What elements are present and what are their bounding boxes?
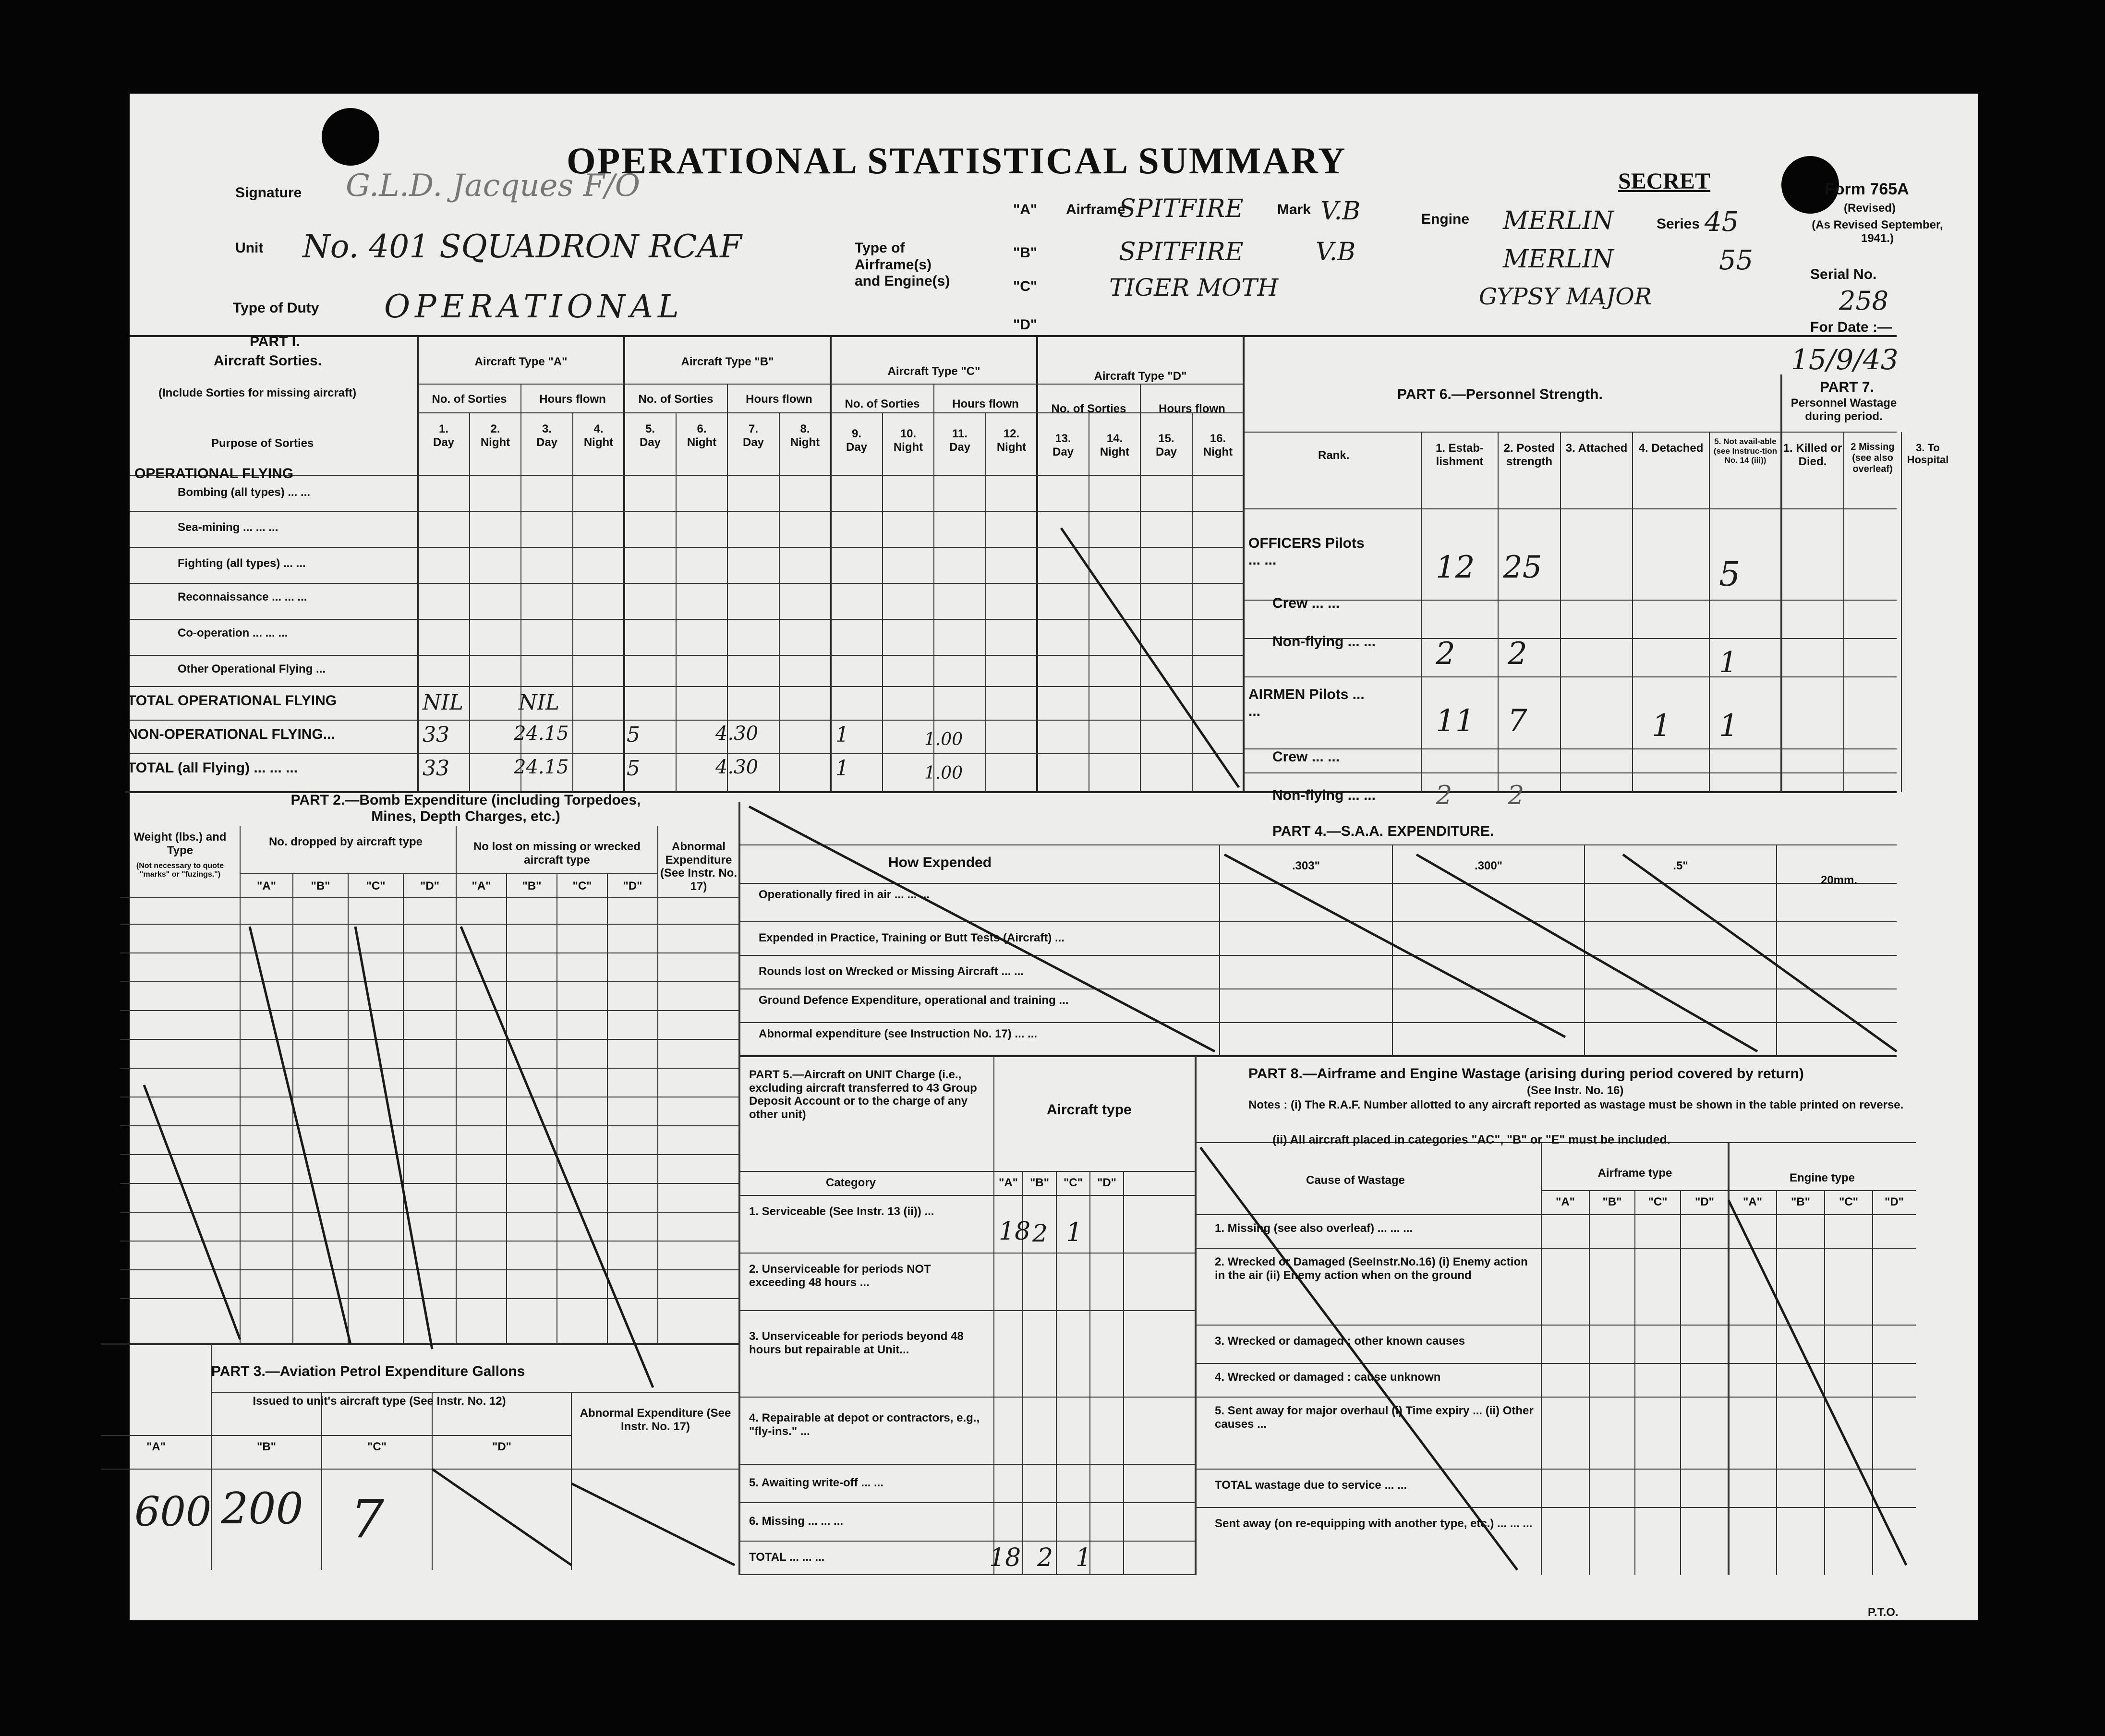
p2-lost-b: "B" [522,880,542,892]
total-c-sorties: 1 [835,756,849,781]
col-word: Day [433,435,455,449]
c-hours-label: Hours flown [952,398,1019,410]
part8-instr: (See Instr. No. 16) [1527,1084,1624,1097]
calibre-303: .303" [1292,859,1320,872]
b-hours-label: Hours flown [746,393,812,406]
type-d-key: "D" [1013,317,1038,333]
p5-row-unserv-48: 2. Unserviceable for periods NOT exceeding 48 hours ... [749,1263,931,1289]
col-word: Night [1100,445,1130,458]
col-word: Night [687,435,717,449]
p5-total-c: 1 [1076,1543,1092,1572]
p5-col-b: "B" [1029,1176,1050,1189]
p5-col-a: "A" [998,1176,1018,1189]
serial-value: 258 [1839,286,1889,316]
for-date-value: 15/9/43 [1791,343,1899,376]
type-c-engine: GYPSY MAJOR [1479,283,1652,310]
issued-label: Issued to unit's aircraft type (See Instr. No. 12) [253,1395,506,1408]
airframe-engine-label: Type of Airframe(s) and Engine(s) [855,240,950,289]
col-no: 15. [1158,432,1174,445]
p5-serv-a: 18 [999,1217,1031,1246]
col-word: Night [1203,445,1233,458]
p8-row-cause-unknown: 4. Wrecked or damaged : cause unknown [1215,1371,1441,1384]
p2-dropped-d: "D" [420,880,440,892]
p8-row-total: TOTAL wastage due to service ... ... [1215,1479,1407,1492]
p8-eng-d: "D" [1884,1195,1904,1208]
col-no: 9. [851,427,861,440]
nonop-b-hours: 4.30 [715,723,759,745]
type-b-engine: MERLIN [1503,245,1614,274]
part2-abnormal-label: Abnormal Expenditure (See Instr. No. 17) [660,840,738,893]
part8-heading: PART 8.—Airframe and Engine Wastage (arising during period covered by return) [1248,1066,1804,1082]
category-label: Category [826,1176,876,1189]
col-no: 11. [952,427,968,440]
p3-col-c: "C" [367,1440,387,1453]
col-no: 14. [1106,432,1123,445]
type-c-key: "C" [1013,278,1038,294]
part6-heading: PART 6.—Personnel Strength. [1397,386,1603,402]
p8-eng-c: "C" [1839,1195,1859,1208]
part1-subheading: Aircraft Sorties. [214,353,322,369]
type-b-key: "B" [1013,245,1038,261]
nonop-a-hours: 24.15 [514,723,569,745]
p2-lost-c: "C" [572,880,592,892]
p3-col-a: "A" [146,1440,166,1453]
part3-heading: PART 3.—Aviation Petrol Expenditure Gallons [211,1363,525,1379]
officers-crew-label: Crew ... ... [1272,595,1340,611]
nonop-c-sorties: 1 [835,723,849,747]
s-a-a-row-1: Operationally fired in air ... ... ... [759,888,930,901]
type-a-mark: V.B [1320,197,1361,226]
airmen-crew-label: Crew ... ... [1272,749,1340,765]
p5-col-c: "C" [1063,1176,1083,1189]
off-nf-posted: 2 [1508,636,1527,672]
page-title: OPERATIONAL STATISTICAL SUMMARY [567,140,1347,181]
duty-label: Type of Duty [233,300,319,316]
calibre-20mm: 20mm. [1820,874,1858,887]
total-op-a-day: NIL [423,690,464,715]
p3-value-c: 7 [351,1488,384,1550]
row-other-operational: Other Operational Flying ... [178,663,326,675]
p8-eng-a: "A" [1742,1195,1763,1208]
col-word: Day [742,435,764,449]
cause-label: Cause of Wastage [1306,1174,1405,1187]
col-word: Night [893,440,923,454]
off-pilots-na: 5 [1719,555,1741,594]
col-word: Day [536,435,558,449]
airframe-type-label: Airframe type [1597,1167,1672,1180]
p5-row-write-off: 5. Awaiting write-off ... ... [749,1476,884,1489]
type-b-header: Aircraft Type "B" [681,355,774,368]
air-pilots-posted: 7 [1508,703,1527,739]
part8-note-1: Notes : (i) The R.A.F. Number allotted to any aircraft reported as wastage must be shown in the table printed on reverse. [1248,1098,1904,1111]
p8-row-other-causes: 3. Wrecked or damaged : other known causes [1215,1335,1465,1348]
s-a-a-row-2: Expended in Practice, Training or Butt Tests (Aircraft) ... [759,931,1065,944]
type-a-key: "A" [1013,202,1038,217]
dropped-label: No. dropped by aircraft type [268,835,423,848]
p5-row-serviceable: 1. Serviceable (See Instr. 13 (ii)) ... [749,1205,934,1218]
off-nf-est: 2 [1436,636,1455,672]
col-posted-strength: 2. Posted strength [1503,442,1555,468]
p3-value-a: 600 [134,1488,212,1535]
type-a-engine: MERLIN [1503,206,1614,235]
officers-nonflying-label: Non-flying ... ... [1272,634,1376,650]
p3-value-b: 200 [221,1483,303,1534]
p5-row-total: TOTAL ... ... ... [749,1551,825,1564]
s-a-a-row-4: Ground Defence Expenditure, operational and training ... [759,994,1069,1007]
row-bombing: Bombing (all types) ... ... [178,486,311,499]
col-word: Day [949,440,971,454]
type-b-mark: V.B [1316,238,1356,266]
type-a-series: 45 [1705,206,1739,238]
officers-pilots-label: OFFICERS Pilots ... ... [1248,535,1365,568]
p5-total-b: 2 [1037,1543,1053,1572]
p5-serv-b: 2 [1032,1219,1048,1247]
p2-dropped-c: "C" [366,880,386,892]
purpose-label: Purpose of Sorties [211,437,314,450]
weight-label: Weight (lbs.) and Type [133,831,227,857]
off-pilots-est: 12 [1436,550,1475,585]
air-pilots-est: 11 [1436,703,1475,739]
rank-label: Rank. [1318,449,1350,462]
serial-label: Serial No. [1810,266,1877,282]
col-word: Day [846,440,868,454]
part8-note-2: (ii) All aircraft placed in categories "AC", "B" or "E" must be included. [1272,1133,1670,1146]
row-fighting: Fighting (all types) ... ... [178,557,306,570]
col-establishment: 1. Estab-lishment [1435,442,1484,468]
col-attached: 3. Attached [1565,442,1628,455]
secret-stamp: SECRET [1618,169,1711,194]
part5-heading: PART 5.—Aircraft on UNIT Charge (i.e., excluding aircraft transferred to 43 Group Deposit Account or to the charge of any other unit) [749,1068,977,1121]
weight-note: (Not necessary to quote "marks" or "fuzings.") [136,862,224,879]
p5-serv-c: 1 [1066,1217,1083,1247]
total-b-hours: 4.30 [715,756,759,778]
p3-col-d: "D" [492,1440,512,1453]
off-nf-na: 1 [1719,646,1738,679]
calibre-300: .300" [1474,859,1503,872]
type-a-header: Aircraft Type "A" [474,355,568,368]
p3-col-b: "B" [256,1440,277,1453]
type-b-series: 55 [1719,245,1754,276]
row-total-all: TOTAL (all Flying) ... ... ... [127,760,298,776]
calibre-5: .5" [1673,859,1688,872]
form-number: Form 765A [1825,180,1909,198]
airframe-col-label: Airframe [1066,202,1125,217]
total-a-hours: 24.15 [514,756,569,778]
col-no: 1. [438,422,448,435]
col-not-available: 5. Not avail-able (see Instruc-tion No. 14 (iii)) [1713,437,1778,465]
unit-value: No. 401 SQUADRON RCAF [302,228,742,265]
engine-type-label: Engine type [1789,1171,1855,1184]
signature-value: G.L.D. Jacques F/O [346,168,641,204]
type-c-header: Aircraft Type "C" [887,365,980,378]
off-pilots-posted: 25 [1503,550,1542,585]
col-no: 3. [542,422,552,435]
type-b-airframe: SPITFIRE [1119,238,1244,266]
a-hours-label: Hours flown [539,393,606,406]
p2-dropped-b: "B" [311,880,330,892]
s-a-a-row-5: Abnormal expenditure (see Instruction No. 17) ... ... [759,1027,1038,1040]
p8-af-a: "A" [1555,1195,1575,1208]
col-word: Day [639,435,661,449]
col-no: 8. [800,422,810,435]
form-revised: (Revised) [1844,202,1896,215]
air-nf-est: 2 [1436,780,1452,810]
lost-label: No lost on missing or wrecked aircraft type [473,840,641,867]
b-sorties-label: No. of Sorties [638,393,714,406]
p8-row-wrecked-enemy: 2. Wrecked or Damaged (SeeInstr.No.16) (i) Enemy action in the air (ii) Enemy action when on the ground [1215,1255,1528,1282]
total-a-sorties: 33 [423,756,449,781]
col-killed: 1. Killed or Died. [1783,442,1842,468]
type-d-header: Aircraft Type "D" [1094,370,1187,383]
p5-row-repairable: 4. Repairable at depot or contractors, e.g., "fly-ins." ... [749,1411,980,1438]
nonop-c-hours: 1.00 [924,730,963,749]
col-no: 16. [1210,432,1226,445]
mark-col-label: Mark [1277,202,1311,217]
total-b-sorties: 5 [627,756,640,781]
p5-total-a: 18 [989,1543,1021,1572]
for-date-label: For Date :— [1810,319,1892,335]
p3-abnormal-label: Abnormal Expenditure (See Instr. No. 17) [580,1407,731,1433]
p8-row-re-equipping: Sent away (on re-equipping with another type, etc.) ... ... ... [1215,1517,1533,1530]
col-no: 2. [490,422,500,435]
col-word: Night [480,435,510,449]
col-no: 4. [593,422,604,435]
part7-subheading: Personnel Wastage during period. [1790,397,1897,423]
col-word: Night [996,440,1027,454]
col-no: 6. [697,422,707,435]
col-word: Day [1052,445,1074,458]
nonop-b-sorties: 5 [627,723,640,747]
total-c-hours: 1.00 [924,763,963,783]
d-sorties-label: No. of Sorties [1051,402,1126,415]
s-a-a-row-3: Rounds lost on Wrecked or Missing Aircraft ... ... [759,965,1024,978]
p2-dropped-a: "A" [256,880,277,892]
air-pilots-det: 1 [1652,708,1671,744]
type-a-airframe: SPITFIRE [1119,194,1244,223]
col-word: Night [790,435,820,449]
airmen-pilots-label: AIRMEN Pilots ... ... [1248,687,1365,719]
row-sea-mining: Sea-mining ... ... ... [178,521,278,534]
row-operational-flying: OPERATIONAL FLYING [134,466,294,482]
signature-label: Signature [235,185,302,201]
c-sorties-label: No. of Sorties [845,398,920,410]
col-missing: 2 Missing (see also overleaf) [1851,442,1895,474]
row-co-operation: Co-operation ... ... ... [178,627,288,639]
part1-note: (Include Sorties for missing aircraft) [158,386,357,399]
airmen-nonflying-label: Non-flying ... ... [1272,787,1376,803]
type-c-airframe: TIGER MOTH [1109,274,1279,301]
engine-col-label: Engine [1421,211,1470,227]
part1-heading: PART I. [250,334,300,350]
p5-col-d: "D" [1097,1176,1117,1189]
how-expended-label: How Expended [888,855,992,870]
air-nf-posted: 2 [1508,780,1524,810]
p8-row-overhaul: 5. Sent away for major overhaul (i) Time expiry ... (ii) Other causes ... [1215,1404,1534,1431]
d-hours-label: Hours flown [1159,402,1225,415]
form-revised-date: (As Revised September, 1941.) [1812,218,1943,245]
a-sorties-label: No. of Sorties [432,393,507,406]
pto-label: P.T.O. [1868,1606,1899,1619]
col-word: Day [1155,445,1177,458]
aircraft-type-label: Aircraft type [1047,1102,1132,1118]
p8-eng-b: "B" [1790,1195,1811,1208]
nonop-a-sorties: 33 [423,723,449,747]
total-op-a-hours: NIL [519,690,560,715]
p2-lost-a: "A" [472,880,491,892]
col-no: 5. [645,422,655,435]
p8-row-missing: 1. Missing (see also overleaf) ... ... ... [1215,1222,1413,1235]
unit-label: Unit [235,240,264,256]
col-no: 10. [900,427,917,440]
p8-af-c: "C" [1648,1195,1668,1208]
col-no: 12. [1003,427,1020,440]
series-col-label: Series [1657,216,1700,232]
col-no: 13. [1055,432,1071,445]
row-non-operational: NON-OPERATIONAL FLYING... [127,726,335,742]
col-word: Night [583,435,614,449]
part4-heading: PART 4.—S.A.A. EXPENDITURE. [1272,823,1494,839]
air-pilots-na: 1 [1719,708,1739,744]
part7-heading: PART 7. [1820,379,1874,395]
p8-af-d: "D" [1694,1195,1715,1208]
p5-row-unserv-beyond: 3. Unserviceable for periods beyond 48 hours but repairable at Unit... [749,1330,964,1356]
p8-af-b: "B" [1602,1195,1622,1208]
col-detached: 4. Detached [1638,442,1704,455]
p2-lost-d: "D" [623,880,642,892]
col-no: 7. [748,422,758,435]
col-hospital: 3. To Hospital [1907,442,1949,466]
part2-heading: PART 2.—Bomb Expenditure (including Torpedoes, Mines, Depth Charges, etc.) [290,792,641,824]
row-reconnaissance: Reconnaissance ... ... ... [178,591,307,603]
row-total-operational: TOTAL OPERATIONAL FLYING [127,693,337,709]
p5-row-missing: 6. Missing ... ... ... [749,1515,844,1528]
duty-value: OPERATIONAL [384,288,684,325]
